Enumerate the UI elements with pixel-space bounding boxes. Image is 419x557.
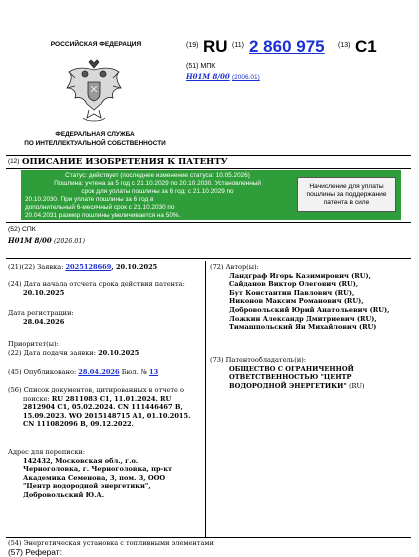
divider-bib (6, 258, 411, 259)
ipc-link[interactable]: H01M 8/00 (186, 72, 230, 81)
status-text (25, 172, 290, 219)
author-item: Бут Константин Павлович (RU), (229, 288, 355, 297)
code-13: (13) (338, 42, 351, 49)
ipc-classification (186, 72, 260, 81)
application-field: (21)(22) Заявка: 2025128669, 20.10.2025 (8, 263, 158, 271)
address-field: Адрес для переписки: 142432, Московская обл., г.о. Черноголовка, г. Черноголовка, пр-кт Академика Семенова, 3, пом. 3, ООО "Центр водородной энергетики", Добровольский Ю.А. (8, 448, 173, 499)
author-item: Никонов Максим Романович (RU), (229, 297, 364, 306)
status-line: Статус: действует (последнее изменение статуса: 10.05.2026) (65, 172, 250, 179)
agency-name (10, 131, 180, 148)
column-divider (205, 261, 206, 537)
registration-field: Дата регистрации: 28.04.2026 (8, 309, 74, 326)
owner-field: (73) Патентообладатель(и): ОБЩЕСТВО С ОГРАНИЧЕННОЙ ОТВЕТСТВЕННОСТЬЮ "ЦЕНТР ВОДОРОДНОЙ ЭНЕРГЕТИКИ" (RU) (210, 356, 365, 390)
cpc-label: (52) СПК (8, 226, 36, 233)
application-number-link[interactable]: 2025128669 (65, 263, 112, 271)
authors-field: (72) Автор(ы): Ландграф Игорь Казимирович (RU), Сайданов Виктор Олегович (RU), Бут Константин Павлович (RU), Никонов Максим Романович (RU), Добровольский Юрий Анатольевич (RU), Ложкин Александр Дмитриевич (RU), Тимашпольский Ян Михайлович (RU) (210, 263, 410, 332)
ipc-year-link[interactable]: (2006.01) (231, 74, 260, 81)
publication-date-link[interactable]: 28.04.2026 (78, 368, 120, 376)
bulletin-number-link[interactable]: 13 (149, 368, 159, 376)
divider-title (6, 168, 411, 169)
priority-field: Приоритет(ы): (22) Дата подачи заявки: 20.10.2025 (8, 340, 140, 357)
code-11: (11) (232, 42, 244, 49)
kind-code: C1 (355, 37, 377, 56)
coat-of-arms-icon (63, 58, 125, 126)
fee-line-5: 20.04.2031 размер пошлины увеличивается на 50%. (25, 211, 181, 219)
author-item: Сайданов Виктор Олегович (RU), (229, 280, 359, 289)
cpc-classification (8, 236, 85, 245)
divider-bottom (6, 537, 411, 538)
fee-line-2: срок для уплаты пошлины за 6 год: с 21.10.2029 по (81, 187, 234, 195)
agency-line-2: ПО ИНТЕЛЛЕКТУАЛЬНОЙ СОБСТВЕННОСТИ (24, 139, 166, 147)
author-item: Ложкин Александр Дмитриевич (RU), (229, 314, 377, 323)
document-title: ОПИСАНИЕ ИЗОБРЕТЕНИЯ К ПАТЕНТУ (22, 157, 228, 167)
fee-line-3: 20.10.2030. При уплате пошлины за 6 год в (25, 195, 154, 203)
divider-status (6, 222, 411, 223)
agency-line-1: ФЕДЕРАЛЬНАЯ СЛУЖБА (55, 131, 135, 138)
invention-title: (54) Энергетическая установка с топливными элементами (8, 539, 214, 547)
author-item: Ландграф Игорь Казимирович (RU), (229, 271, 371, 280)
cpc-value: H01M 8/00 (8, 236, 52, 245)
author-item: Тимашпольский Ян Михайлович (RU) (229, 323, 377, 332)
country-name: РОССИЙСКАЯ ФЕДЕРАЦИЯ (50, 41, 142, 48)
fee-line-1: Пошлина: учтена за 5 год с 21.10.2029 по 20.10.2030. Установленный (54, 179, 261, 187)
ipc-label: (51) МПК (186, 63, 216, 70)
code-12: (12) (8, 158, 20, 165)
term-start-field: (24) Дата начала отсчета срока действия патента: 20.10.2025 (8, 280, 185, 297)
cpc-year: (2026.01) (53, 238, 85, 245)
patent-number-link[interactable]: 2 860 975 (249, 37, 325, 56)
cited-documents-field: (56) Список документов, цитированных в отчете о поиске: RU 2811083 C1, 11.01.2024. RU 2812904 C1, 05.02.2024. CN 111446467 B, 15.09.2023. WO 2015148715 A1, 01.10.2015. CN 111082096 B, 09.12.2022. (8, 386, 191, 429)
author-item: Добровольский Юрий Анатольевич (RU), (229, 305, 390, 314)
publication-field: (45) Опубликовано: 28.04.2026 Бюл. № 13 (8, 368, 159, 376)
code-19: (19) (186, 42, 199, 49)
abstract-heading: (57) Реферат: (8, 547, 62, 557)
fee-payment-button[interactable]: Начисление для уплаты пошлины за поддержание патента в силе (297, 177, 396, 212)
fee-line-4: дополнительный 6-месячный срок с 21.10.2030 по (25, 203, 175, 211)
status-panel (21, 170, 401, 220)
divider-top (6, 155, 411, 156)
country-code: RU (203, 37, 228, 56)
